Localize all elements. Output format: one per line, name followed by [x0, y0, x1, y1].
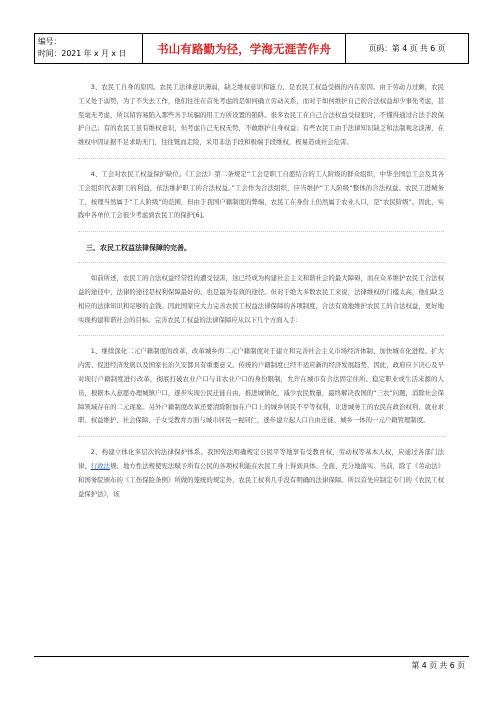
section-block [78, 437, 444, 509]
section-block [78, 159, 444, 231]
number-label: 编号： [38, 37, 62, 46]
paragraph: 4、工会对农民工权益保护缺位。《工会法》第二条规定“工会是职工自愿结合的工人阶级的群众组织，中华全国总工会及其各工会组织代表职工的利益，依法维护职工的合法权益。”工会作为合法组织，应当维护“工人阶级”整体的合法权益。农民工进城务工，按理当然属于“工人阶级”的范围，但由于我国户籍制度的弊端，农民工在身份上仍然属于农业人口，是“农民阶级”。因此，实践中各单位工会很少考虑到农民工的保护[6]。 [78, 169, 444, 220]
section-block [78, 336, 444, 436]
document-header [34, 33, 469, 64]
footer-page-number: 第 4 页 共 6 页 [411, 661, 465, 670]
page-footer [34, 656, 469, 670]
time-label: 时间：2021 年 x 月 x 日 [38, 49, 127, 58]
section-heading: 三、农民工权益法律保障的完善。 [86, 244, 191, 253]
section-block [78, 72, 444, 158]
section-block [78, 263, 444, 335]
paragraph: 2、构建立体化多层次的法律保护体系。我国宪法明确规定公民平等地享有受教育权，劳动权等基本人权，应通过各部门法律、行政法规、地方性法规使宪法赋予所有公民的各项权利能在农民工身上得到具体、全面、充分地落实。当前，除了《劳动法》和国务院颁布的《工伤保险条例》所做的笼统的规定外，农民工权利几乎没有明确的法律保障。所以首先应制定专门的《农民工权益保护法》，该 [78, 448, 444, 498]
header-page-number: 页码：第 4 页 共 6 页 [368, 44, 446, 53]
paragraph: 3、农民工自身的原因。农民工法律意识薄弱，缺乏维权意识和能力，是农民工权益受损的内在原因。由于劳动力过剩，农民工又处于弱势，为了不失去工作，他们往往在首先考虑的是如何确立劳动关系，而对于如何维护自己的合法权益却少事先考虑，甚至毫无考虑，所以留容易陷入那些善于坑骗的用工方所设置的陷阱。很多农民工在自己合法权益受侵犯时，不懂得通过合法手段保护自己；有的农民工虽有维权意识，但考虑自己无权无势，不敢维护自身权益；有些农民工由于法律知识缺乏和法制观念淡薄，在维权中因证据不足求助无门，往往铤而走险，采用非法手段和极端手段维权，极易造成社会危害。 [78, 83, 444, 147]
administrative-law-link[interactable]: 行政法 [90, 461, 111, 470]
paragraph: 1、继续深化二元户籍制度的改革，改革城乡的二元户籍制度对于建立和完善社会主义市场经济体制、加快城市化进程、扩大内需、促进经济发展以及国家长治久安都具有重要意义。传统的户籍制度已经不适应新的经济发展趋势，因此，政府应下决心及早对现行户籍制度进行改革，彻底打破农业户口与非农业户口的身份限制，允许在城市有合法固定住所、稳定职业或生活来源的人员，根据本人意愿办理城镇户口，逐步实现公民迁徙自由，推进城镇化，减少农民数量，最终解决我国的“三农”问题，消除社会保障领域存在的二元现象。另外户籍制度改革还要清除附加在户口上的城乡居民不平等权利，让进城务工的农民在政治权利、就业求职、权益维护、社会保障、子女受教育方面与城市居民一视同仁，逐步建立起人口自由迁徙、城乡一体的一元户籍管理制度。 [78, 347, 444, 425]
header-meta [35, 34, 143, 63]
article-body [78, 72, 444, 509]
header-motto: 书山有路勤为径，学海无涯苦作舟 [143, 34, 346, 63]
paragraph: 如前所述，农民工的合法权益经常性的遭受侵害，这已经成为构建社会主义和谐社会的最大障碍，而在众多维护农民工合法权益的途径中，法律的途径是权利保障最好的、也是最为有效的途径。但对于绝大多数农民工来说，法律维权的门槛太高，他们缺乏相应的法律知识和足够的金钱。因此国家应大力完善农民工权益法律保障的各项制度，合法有效地维护农民工的合法权益，更好地实现构建和谐社会的目标。完善农民工权益的法律保障应从以下几个方面入手： [78, 274, 444, 324]
